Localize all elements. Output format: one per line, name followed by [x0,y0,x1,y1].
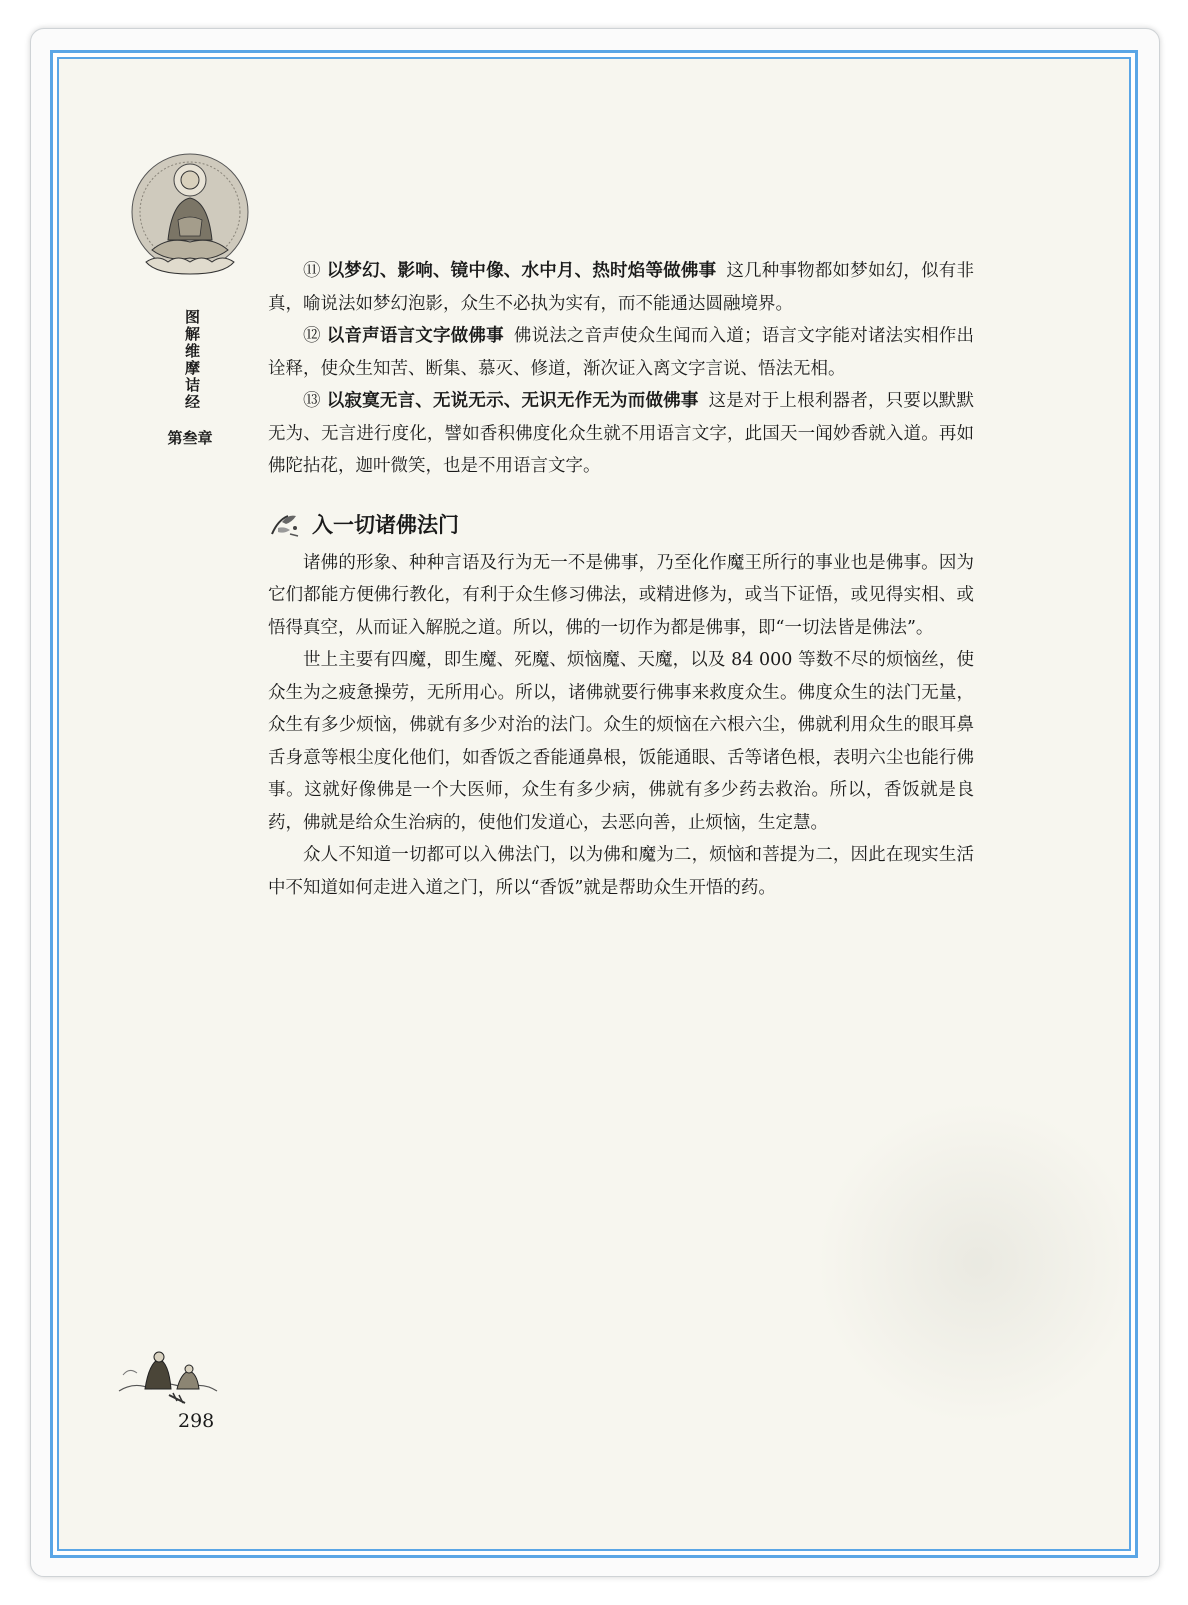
item-text: 这是对于上根利器者，只要以默默无为、无言进行度化，譬如香积佛度化众生就不用语言文字，此国天一闻妙香就入道。再如佛陀拈花，迦叶微笑，也是不用语言文字。 [268,391,975,476]
item-term: 以音声语言文字做佛事 [326,326,504,346]
paragraph: 众人不知道一切都可以入佛法门，以为佛和魔为二，烦恼和菩提为二，因此在现实生活中不知道如何走进入道之门，所以“香饭”就是帮助众生开悟的药。 [268,845,974,898]
paper-stain [813,1103,1143,1423]
book-side-title: 图解维摩诘经 [183,309,201,411]
chapter-label: 第叁章 [167,429,213,447]
item-term: 以梦幻、影响、镜中像、水中月、热时焰等做佛事 [326,261,717,281]
page-number: 298 [178,1410,215,1432]
section-title: 入一切诸佛法门 [312,512,459,537]
main-text [268,255,974,904]
item-number: ⑫ [303,326,321,346]
item-text: 这几种事物都如梦如幻，似有非真，喻说法如梦幻泡影，众生不必执为实有，而不能通达圆融境界。 [268,261,975,314]
list-item [268,385,974,483]
section-heading [268,509,974,541]
monks-vignette-icon [115,1345,220,1405]
buddha-illustration-icon [128,150,252,282]
list-item [268,320,974,385]
brush-flower-icon [268,510,302,540]
paragraph: 世上主要有四魔，即生魔、死魔、烦恼魔、天魔，以及 84 000 等数不尽的烦恼丝，使众生为之疲惫操劳，无所用心。所以，诸佛就要行佛事来救度众生。佛度众生的法门无量，众生有多少烦恼，佛就有多少对治的法门。众生的烦恼在六根六尘，佛就利用众生的眼耳鼻舌身意等根尘度化他们，如香饭之香能通鼻根，饭能通眼、舌等诸色根，表明六尘也能行佛事。这就好像佛是一个大医师，众生有多少病，佛就有多少药去救治。所以，香饭就是良药，佛就是给众生治病的，使他们发道心，去恶向善，止烦恼，生定慧。 [268,650,974,833]
item-number: ⑪ [303,261,321,281]
item-text: 佛说法之音声使众生闻而入道；语言文字能对诸法实相作出诠释，使众生知苦、断集、慕灭、修道，渐次证入离文字言说、悟法无相。 [268,326,975,379]
item-term: 以寂寞无言、无说无示、无识无作无为而做佛事 [326,391,699,411]
paragraph: 诸佛的形象、种种言语及行为无一不是佛事，乃至化作魔王所行的事业也是佛事。因为它们都能方便佛行教化，有利于众生修习佛法，或精进修为，或当下证悟，或见得实相、或悟得真空，从而证入解脱之道。所以，佛的一切作为都是佛事，即“一切法皆是佛法”。 [268,552,974,638]
item-number: ⑬ [303,391,321,411]
list-item [268,255,974,320]
